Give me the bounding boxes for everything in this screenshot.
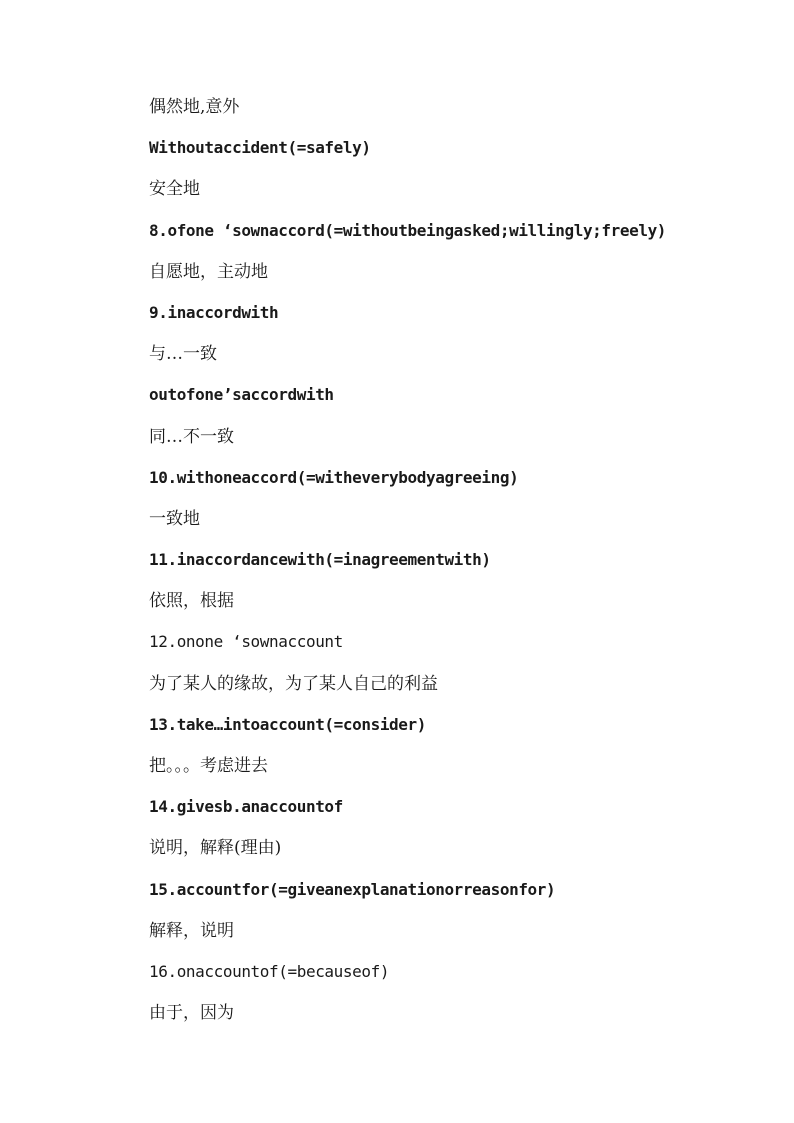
text-line: 安全地 [149, 179, 200, 200]
text-line: 8.ofone ‘sownaccord(=withoutbeingasked;willingly;freely) [149, 220, 667, 240]
text-line: 13.take…intoaccount(=consider) [149, 714, 426, 734]
text-line: 10.withoneaccord(=witheverybodyagreeing) [149, 467, 519, 487]
document-page [149, 92, 769, 1039]
text-line: 偶然地,意外 [149, 97, 240, 117]
text-line: 由于，因为 [149, 1003, 234, 1024]
text-line: outofone’saccordwith [149, 385, 334, 405]
text-line: 说明，解释(理由) [149, 838, 282, 859]
text-line: 把。。。考虑进去 [149, 756, 268, 776]
text-line: 与…一致 [149, 344, 217, 365]
text-line: 一致地 [149, 508, 200, 529]
text-line: 同…不一致 [149, 426, 234, 447]
text-line: 9.inaccordwith [149, 302, 279, 322]
text-line: 11.inaccordancewith(=inagreementwith) [149, 550, 491, 570]
text-line: 16.onaccountof(=becauseof) [149, 961, 390, 981]
text-line: Withoutaccident(=safely) [149, 138, 371, 158]
text-line: 12.onone ‘sownaccount [149, 632, 343, 652]
text-line: 为了某人的缘故，为了某人自己的利益 [149, 673, 438, 694]
text-line: 解释，说明 [149, 920, 234, 941]
text-line: 自愿地，主动地 [149, 261, 268, 282]
text-line: 依照，根据 [149, 591, 234, 612]
text-line: 14.givesb.anaccountof [149, 797, 343, 817]
text-line: 15.accountfor(=giveanexplanationorreasonfor) [149, 879, 556, 899]
